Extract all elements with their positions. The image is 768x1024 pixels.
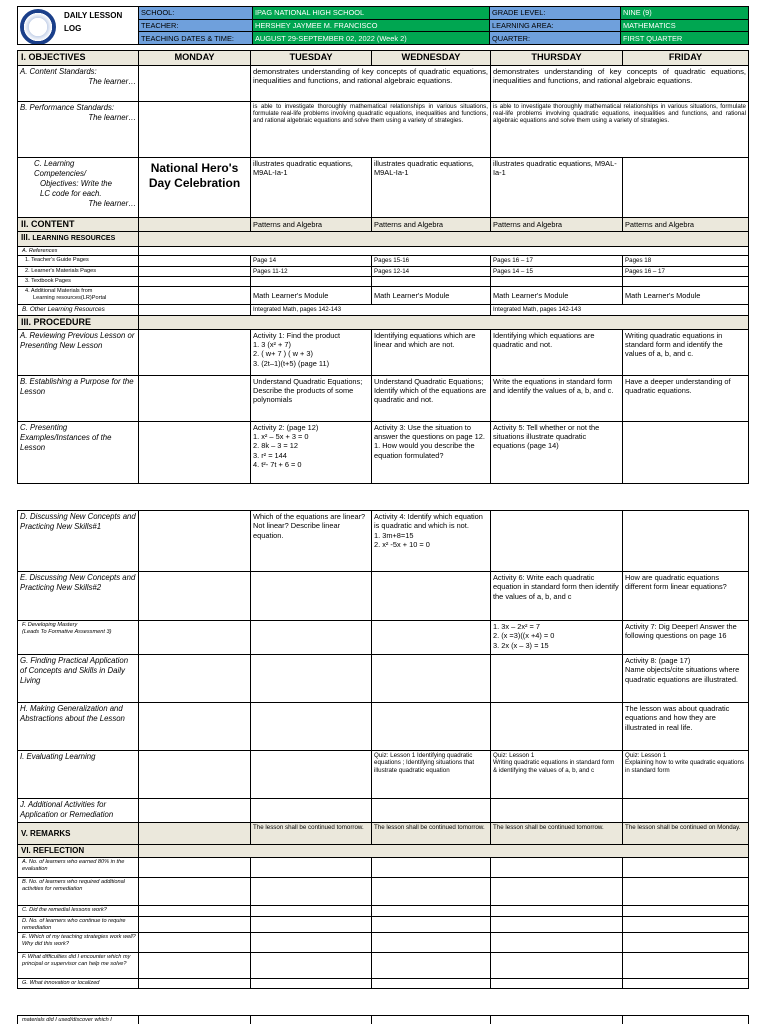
cell xyxy=(623,421,749,483)
content-standards-sub: The learner… xyxy=(88,76,136,86)
lesson-table-page1 xyxy=(17,50,749,484)
cell xyxy=(491,953,623,979)
cell xyxy=(372,858,491,878)
reflection-g-label: G. What innovation or localized xyxy=(18,979,139,989)
additional-materials-label xyxy=(18,287,139,305)
quarter-value: FIRST QUARTER xyxy=(621,32,749,45)
cell xyxy=(372,953,491,979)
tg-pages-label: 1. Teacher's Guide Pages xyxy=(18,256,139,266)
reflection-g-continued: materials did I used/discover which I xyxy=(18,1016,139,1024)
performance-standards-sub: The learner… xyxy=(88,112,136,122)
cell xyxy=(372,655,491,703)
cell xyxy=(139,375,251,421)
lm-thursday: Pages 14 – 15 xyxy=(491,266,623,276)
proc-i-thursday: Quiz: Lesson 1 Writing quadratic equations in standard form & identifying the values of a, b, and c xyxy=(491,751,623,799)
reflection-b-label: B. No. of learners who required additional activities for remediation xyxy=(18,878,139,906)
additional-materials-line2: Learning resources(LR)Portal xyxy=(33,294,107,301)
proc-c-wednesday: Activity 3: Use the situation to answer the questions on page 12. 1. How would you describe the equation formulated? xyxy=(372,421,491,483)
module-wednesday: Math Learner's Module xyxy=(372,287,491,305)
cell xyxy=(139,823,251,845)
tg-tuesday: Page 14 xyxy=(251,256,372,266)
lm-tuesday: Pages 11-12 xyxy=(251,266,372,276)
remarks-tuesday: The lesson shall be continued tomorrow. xyxy=(251,823,372,845)
proc-j-label: J. Additional Activities for Application or Remediation xyxy=(18,799,139,823)
cell xyxy=(251,917,372,933)
textbook-pages-label: 3. Textbook Pages xyxy=(18,277,139,287)
cell xyxy=(623,858,749,878)
cell xyxy=(491,906,623,917)
doc-title-line2: LOG xyxy=(64,23,82,33)
content-friday: Patterns and Algebra xyxy=(623,217,749,231)
proc-b-label: B. Establishing a Purpose for the Lesson xyxy=(18,375,139,421)
teacher-value: HERSHEY JAYMEE M. FRANCISCO xyxy=(253,19,490,32)
lm-pages-label: 2. Learner's Materials Pages xyxy=(18,266,139,276)
proc-a-friday: Writing quadratic equations in standard form and identify the values of a, b, and c. xyxy=(623,329,749,375)
cell xyxy=(139,621,251,655)
cell xyxy=(139,845,749,858)
cell xyxy=(372,621,491,655)
content-standards-label xyxy=(18,65,139,101)
day-monday: MONDAY xyxy=(139,51,251,66)
cell xyxy=(491,511,623,572)
procedure-heading: III. PROCEDURE xyxy=(18,315,139,329)
cell xyxy=(251,953,372,979)
proc-a-tuesday: Activity 1: Find the product 1. 3 (x² + 7) 2. ( w+ 7 ) ( w + 3) 3. (2t–1)(t+5) (page 11) xyxy=(251,329,372,375)
doc-title-line1: DAILY LESSON xyxy=(64,11,123,20)
proc-c-label: C. Presenting Examples/Instances of the Lesson xyxy=(18,421,139,483)
cell xyxy=(623,277,749,287)
competencies-sub: The learner… xyxy=(88,199,136,208)
tg-thursday: Pages 16 – 17 xyxy=(491,256,623,266)
header-table xyxy=(17,6,749,45)
cell xyxy=(251,799,372,823)
other-resources-label: B. Other Learning Resources xyxy=(18,305,139,316)
cell xyxy=(623,878,749,906)
remarks-friday: The lesson shall be continued on Monday. xyxy=(623,823,749,845)
proc-b-wednesday: Understand Quadratic Equations; Identify which of the equations are quadratic and not. xyxy=(372,375,491,421)
proc-b-tuesday: Understand Quadratic Equations; Describe the products of some polynomials xyxy=(251,375,372,421)
proc-e-thursday: Activity 6: Write each quadratic equation in standard form then identify the values of a, b, and c xyxy=(491,572,623,621)
objectives-heading: I. OBJECTIVES xyxy=(18,51,139,66)
module-thursday: Math Learner's Module xyxy=(491,287,623,305)
cell xyxy=(491,933,623,953)
cell xyxy=(623,979,749,989)
reflection-a-label: A. No. of learners who earned 80% in the evaluation xyxy=(18,858,139,878)
proc-e-friday: How are quadratic equations different form linear equations? xyxy=(623,572,749,621)
lesson-table-page3 xyxy=(17,1015,749,1024)
dates-value: AUGUST 29-SEPTEMBER 02, 2022 (Week 2) xyxy=(253,32,490,45)
content-thursday: Patterns and Algebra xyxy=(491,217,623,231)
cell xyxy=(139,101,251,157)
dates-label: TEACHING DATES & TIME: xyxy=(139,32,253,45)
cell xyxy=(139,277,251,287)
grade-label: GRADE LEVEL: xyxy=(490,7,621,20)
tg-wednesday: Pages 15-16 xyxy=(372,256,491,266)
cell xyxy=(372,878,491,906)
reflection-d-label: D. No. of learners who continue to require remediation xyxy=(18,917,139,933)
remarks-wednesday: The lesson shall be continued tomorrow. xyxy=(372,823,491,845)
competencies-line2: Competencies/ xyxy=(34,168,87,178)
proc-g-label: G. Finding Practical Application of Concepts and Skills in Daily Living xyxy=(18,655,139,703)
proc-a-thursday: Identifying which equations are quadratic and not. xyxy=(491,329,623,375)
cell xyxy=(623,933,749,953)
cell xyxy=(139,799,251,823)
tg-friday: Pages 18 xyxy=(623,256,749,266)
cell xyxy=(139,421,251,483)
performance-standards-text-right: is able to investigate thoroughly mathematical relationships in various situations, formulate real-life problems involving quadratic equations, inequalities and functions, and rational algebraic equations and solve them using a variety of strategies. xyxy=(491,101,749,157)
proc-d-label: D. Discussing New Concepts and Practicing New Skills#1 xyxy=(18,511,139,572)
cell xyxy=(251,906,372,917)
cell xyxy=(251,858,372,878)
proc-f-thursday: 1. 3x – 2x² = 7 2. (x =3)((x +4) = 0 3. 2x (x – 3) = 15 xyxy=(491,621,623,655)
cell xyxy=(139,305,251,316)
cell xyxy=(139,231,749,246)
lm-wednesday: Pages 12-14 xyxy=(372,266,491,276)
integrated-math-right: Integrated Math, pages 142-143 xyxy=(491,305,749,316)
proc-h-friday: The lesson was about quadratic equations and how they are illustrated in real life. xyxy=(623,703,749,751)
competency-wednesday: illustrates quadratic equations, M9AL-Ia-1 xyxy=(372,157,491,217)
remarks-thursday: The lesson shall be continued tomorrow. xyxy=(491,823,623,845)
quarter-label: QUARTER: xyxy=(490,32,621,45)
area-value: MATHEMATICS xyxy=(621,19,749,32)
content-wednesday: Patterns and Algebra xyxy=(372,217,491,231)
proc-f-title: F. Developing Mastery xyxy=(22,622,78,628)
cell xyxy=(139,655,251,703)
performance-standards-label xyxy=(18,101,139,157)
cell xyxy=(372,917,491,933)
cell xyxy=(251,979,372,989)
cell xyxy=(491,858,623,878)
content-standards-title: A. Content Standards: xyxy=(20,66,97,76)
proc-a-wednesday: Identifying equations which are linear and which are not. xyxy=(372,329,491,375)
cell xyxy=(139,65,251,101)
cell xyxy=(623,799,749,823)
proc-f-sub: (Leads To Formative Assessment 3) xyxy=(22,628,112,635)
competency-thursday: illustrates quadratic equations, M9AL-Ia-1 xyxy=(491,157,623,217)
cell xyxy=(491,979,623,989)
proc-i-label: I. Evaluating Learning xyxy=(18,751,139,799)
reflection-f-label: F. What difficulties did I encounter which my principal or supervisor can help me solve? xyxy=(18,953,139,979)
competencies-label xyxy=(18,157,139,217)
performance-standards-title: B. Performance Standards: xyxy=(20,102,115,112)
cell xyxy=(623,157,749,217)
proc-i-wednesday: Quiz: Lesson 1 Identifying quadratic equations ; Identifying situations that illustrate quadratic equation xyxy=(372,751,491,799)
content-standards-text-left: demonstrates understanding of key concepts of quadratic equations, inequalities and functions, and rational algebraic equations. xyxy=(251,65,491,101)
cell xyxy=(623,511,749,572)
proc-i-friday: Quiz: Lesson 1 Explaining how to write quadratic equations in standard form xyxy=(623,751,749,799)
module-friday: Math Learner's Module xyxy=(623,287,749,305)
resources-roman: III. xyxy=(21,233,31,243)
cell xyxy=(251,277,372,287)
competencies-line4: LC code for each. xyxy=(40,188,102,198)
competencies-line1: C. Learning xyxy=(34,158,75,168)
cell xyxy=(139,858,251,878)
competency-tuesday: illustrates quadratic equations, M9AL-Ia-1 xyxy=(251,157,372,217)
resources-heading xyxy=(18,231,139,246)
cell xyxy=(372,1016,491,1024)
cell xyxy=(251,1016,372,1024)
cell xyxy=(251,621,372,655)
cell xyxy=(139,703,251,751)
content-heading: II. CONTENT xyxy=(18,217,139,231)
header-logo-cell xyxy=(18,7,139,45)
cell xyxy=(139,917,251,933)
monday-holiday-note: National Hero's Day Celebration xyxy=(139,157,251,217)
lesson-table-page2 xyxy=(17,510,749,989)
cell xyxy=(372,572,491,621)
lm-friday: Pages 16 – 17 xyxy=(623,266,749,276)
cell xyxy=(372,906,491,917)
proc-a-label: A. Reviewing Previous Lesson or Presenting New Lesson xyxy=(18,329,139,375)
integrated-math-left: Integrated Math, pages 142-143 xyxy=(251,305,491,316)
cell xyxy=(491,799,623,823)
day-wednesday: WEDNESDAY xyxy=(372,51,491,66)
cell xyxy=(139,315,749,329)
reflection-e-label: E. Which of my teaching strategies work well? Why did this work? xyxy=(18,933,139,953)
cell xyxy=(372,277,491,287)
additional-materials-line1: 4. Additional Materials from xyxy=(25,288,93,295)
cell xyxy=(251,751,372,799)
competencies-line3: Objectives: Write the xyxy=(40,178,112,188)
cell xyxy=(139,246,749,256)
cell xyxy=(139,933,251,953)
reflection-heading: VI. REFLECTION xyxy=(18,845,139,858)
cell xyxy=(139,266,251,276)
cell xyxy=(251,572,372,621)
cell xyxy=(491,1016,623,1024)
cell xyxy=(491,878,623,906)
proc-f-friday: Activity 7: Dig Deeper! Answer the following questions on page 16 xyxy=(623,621,749,655)
cell xyxy=(139,287,251,305)
proc-f-label xyxy=(18,621,139,655)
proc-d-wednesday: Activity 4: Identify which equation is quadratic and which is not. 1. 3m+8=15 2. x² -5x + 10 = 0 xyxy=(372,511,491,572)
area-label: LEARNING AREA: xyxy=(490,19,621,32)
cell xyxy=(139,256,251,266)
module-tuesday: Math Learner's Module xyxy=(251,287,372,305)
proc-g-friday: Activity 8: (page 17) Name objects/cite situations where quadratic equations are illustrated. xyxy=(623,655,749,703)
cell xyxy=(139,751,251,799)
proc-c-tuesday: Activity 2: (page 12) 1. x² – 5x + 3 = 0 2. 8k – 3 = 12 3. r² = 144 4. t²- 7t + 6 = 0 xyxy=(251,421,372,483)
content-tuesday: Patterns and Algebra xyxy=(251,217,372,231)
cell xyxy=(139,906,251,917)
school-value: IPAG NATIONAL HIGH SCHOOL xyxy=(253,7,490,20)
day-tuesday: TUESDAY xyxy=(251,51,372,66)
proc-b-friday: Have a deeper understanding of quadratic equations. xyxy=(623,375,749,421)
cell xyxy=(251,703,372,751)
cell xyxy=(491,655,623,703)
cell xyxy=(623,906,749,917)
teacher-label: TEACHER: xyxy=(139,19,253,32)
cell xyxy=(623,1016,749,1024)
grade-value: NINE (9) xyxy=(621,7,749,20)
cell xyxy=(139,1016,251,1024)
cell xyxy=(139,878,251,906)
cell xyxy=(623,953,749,979)
cell xyxy=(139,979,251,989)
cell xyxy=(491,917,623,933)
content-standards-text-right: demonstrates understanding of key concepts of quadratic equations, inequalities and functions, and rational algebraic equations. xyxy=(491,65,749,101)
references-label: A. References xyxy=(18,246,139,256)
cell xyxy=(372,799,491,823)
cell xyxy=(251,878,372,906)
cell xyxy=(139,511,251,572)
cell xyxy=(251,655,372,703)
school-label: SCHOOL: xyxy=(139,7,253,20)
day-friday: FRIDAY xyxy=(623,51,749,66)
cell xyxy=(251,933,372,953)
cell xyxy=(623,917,749,933)
resources-title: LEARNING RESOURCES xyxy=(32,235,116,243)
cell xyxy=(139,329,251,375)
cell xyxy=(372,979,491,989)
proc-b-thursday: Write the equations in standard form and identify the values of a, b, and c. xyxy=(491,375,623,421)
cell xyxy=(491,703,623,751)
reflection-c-label: C. Did the remedial lessons work? xyxy=(18,906,139,917)
proc-d-tuesday: Which of the equations are linear? Not linear? Describe linear equation. xyxy=(251,511,372,572)
cell xyxy=(139,572,251,621)
deped-seal-logo-icon xyxy=(20,9,56,45)
cell xyxy=(491,277,623,287)
cell xyxy=(372,703,491,751)
cell xyxy=(139,217,251,231)
day-thursday: THURSDAY xyxy=(491,51,623,66)
proc-h-label: H. Making Generalization and Abstractions about the Lesson xyxy=(18,703,139,751)
cell xyxy=(372,933,491,953)
proc-e-label: E. Discussing New Concepts and Practicing New Skills#2 xyxy=(18,572,139,621)
proc-c-thursday: Activity 5: Tell whether or not the situations illustrate quadratic equations (page 14) xyxy=(491,421,623,483)
remarks-heading: V. REMARKS xyxy=(18,823,139,845)
performance-standards-text-left: is able to investigate thoroughly mathematical relationships in various situations, formulate real-life problems involving quadratic equations, inequalities and functions, and rational algebraic equations and solve them using a variety of strategies. xyxy=(251,101,491,157)
cell xyxy=(139,953,251,979)
